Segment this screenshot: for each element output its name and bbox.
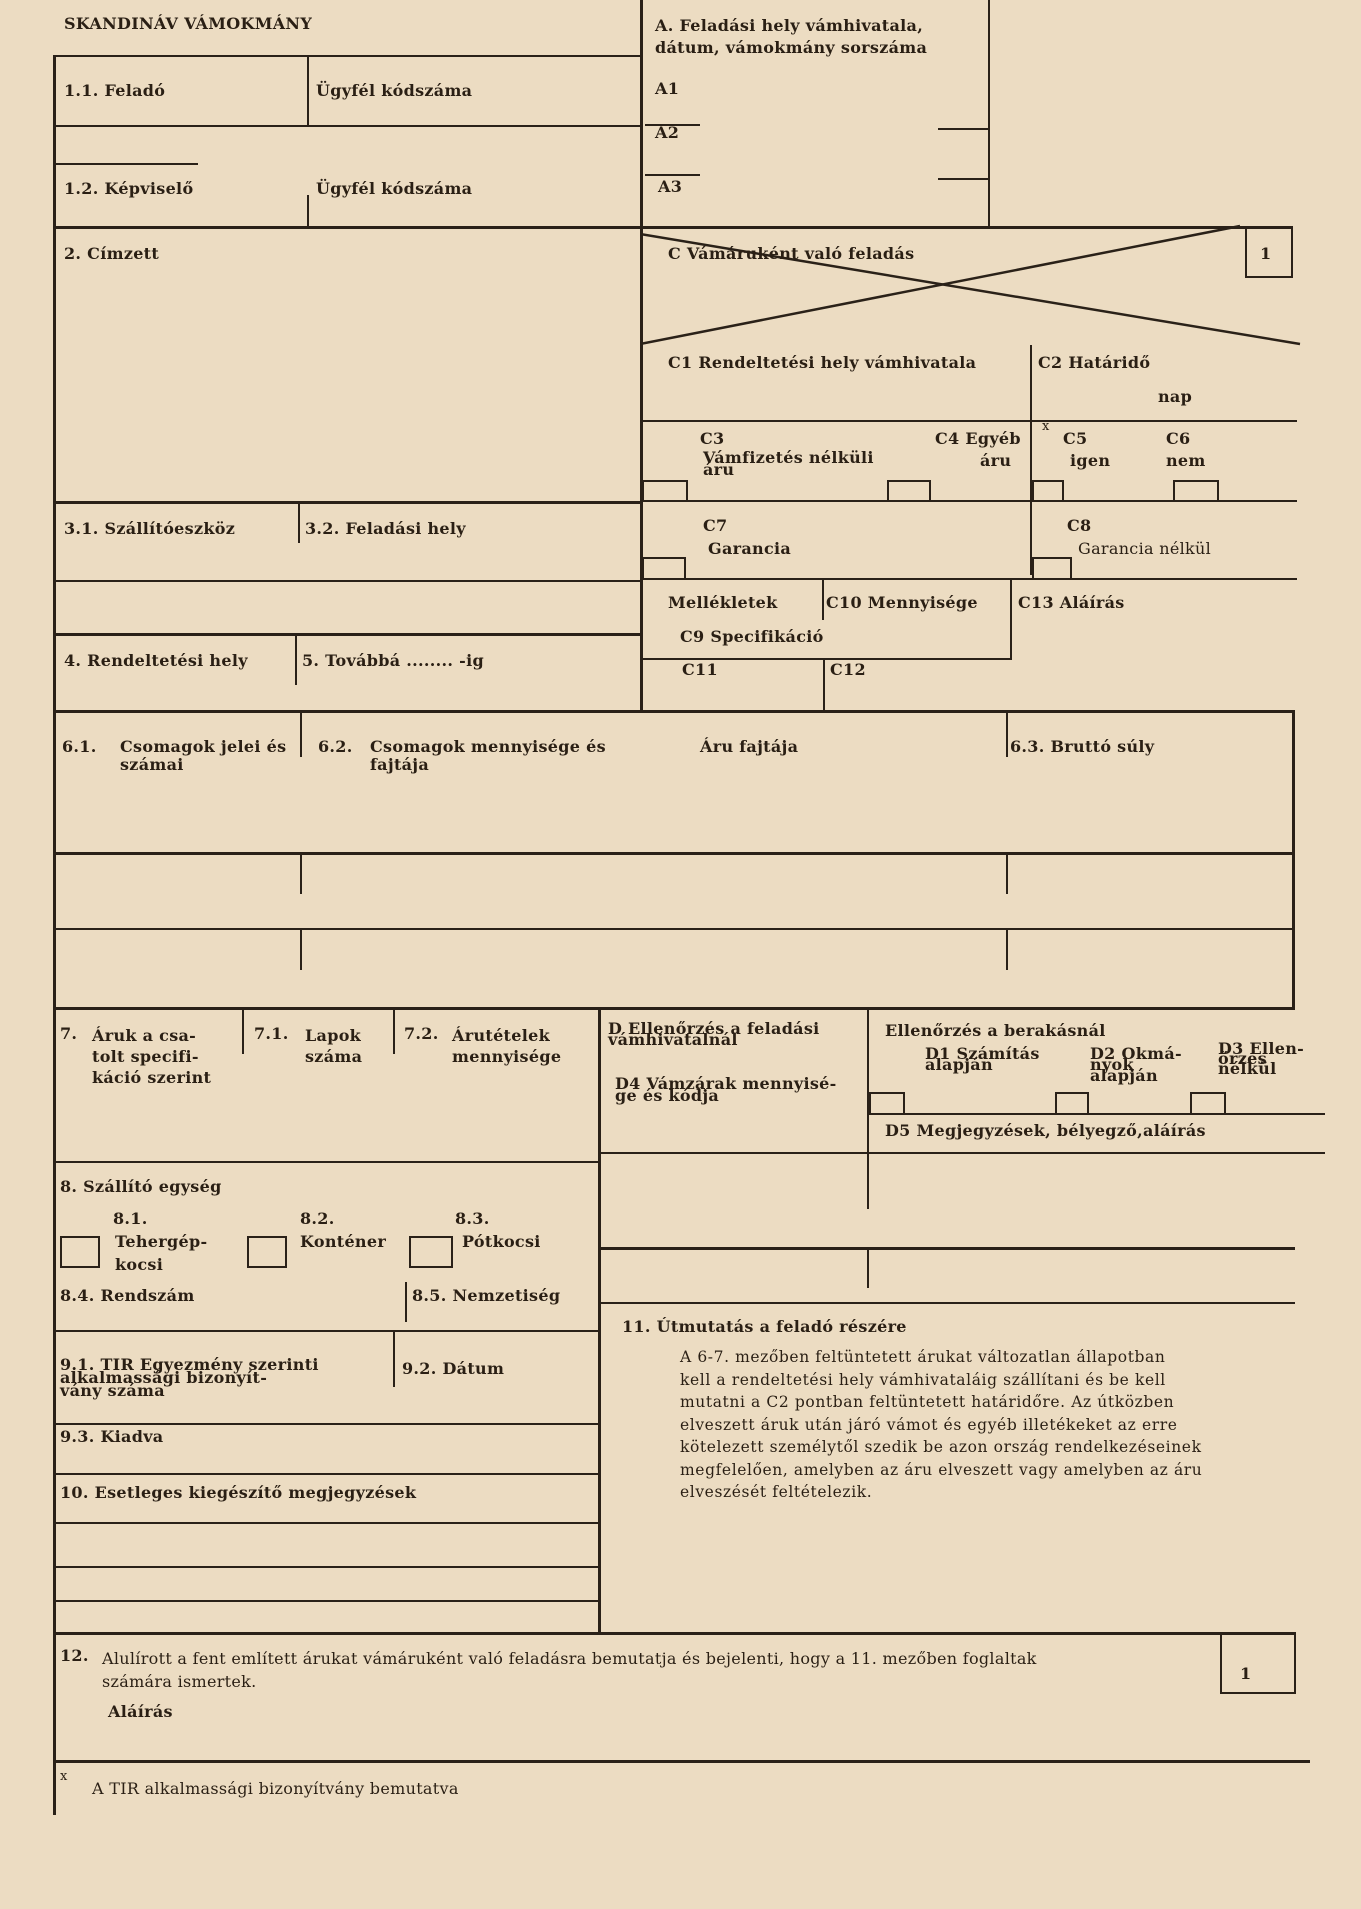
- box-7-label: Áruk a csa- tolt specifi- káció szerint: [92, 1026, 212, 1087]
- box-12-number-box: [1220, 1632, 1296, 1694]
- rule: [823, 660, 825, 710]
- representative-code-label: Ügyfél kódszáma: [316, 179, 473, 198]
- c7-checkbox[interactable]: [642, 557, 686, 580]
- rule: [55, 501, 641, 504]
- rule: [55, 1330, 600, 1332]
- loading-check-label: Ellenőrzés a berakásnál: [885, 1021, 1106, 1040]
- rule: [393, 1332, 395, 1387]
- goods-type-label: Áru fajtája: [700, 737, 799, 756]
- rule: [55, 852, 1295, 855]
- c11-label: C11: [682, 660, 718, 679]
- rule: [938, 178, 988, 180]
- rule: [642, 578, 1297, 580]
- c9-label: C9 Specifikáció: [680, 627, 824, 646]
- rule: [55, 1632, 1295, 1635]
- d3-checkbox[interactable]: [1190, 1092, 1226, 1115]
- rule: [55, 1522, 600, 1524]
- d3-label: D3 Ellen- őrzés nélkül: [1218, 1039, 1305, 1078]
- form-title: SKANDINÁV VÁMOKMÁNY: [64, 14, 313, 33]
- box-c-label: C Vámáruként való feladás: [668, 244, 915, 263]
- container-checkbox[interactable]: [247, 1236, 287, 1268]
- rule: [938, 128, 988, 130]
- rule: [645, 174, 700, 176]
- instructions-text: A 6-7. mezőben feltüntetett árukat változatlan állapotban kell a rendeltetési hely vámhivataláig szállítani és be kell mutatni a C2 pontban feltüntetett határidőre. Az útközben elveszett áruk után járó vámot és egyéb illetékeket az erre kötelezett személytől szedik be azon ország rendelkezéseinek megfelelően, amelyben az áru elveszett vagy amelyben az áru elveszését feltételezik.: [680, 1348, 1203, 1501]
- consignee-label: 2. Címzett: [64, 244, 160, 263]
- instructions-heading: 11. Útmutatás a feladó részére: [622, 1317, 907, 1336]
- box-c4-text: áru: [980, 451, 1012, 470]
- rule: [55, 1423, 600, 1425]
- rule: [393, 1009, 395, 1054]
- rule: [55, 580, 641, 582]
- rule: [300, 854, 302, 894]
- box-a3-label: A3: [658, 177, 683, 196]
- box-c2-unit: nap: [1158, 387, 1193, 406]
- gross-weight-label: 6.3. Bruttó súly: [1010, 737, 1155, 756]
- rule: [307, 195, 309, 227]
- d5-label: D5 Megjegyzések, bélyegző,aláírás: [885, 1121, 1206, 1140]
- c8-checkbox[interactable]: [1032, 557, 1072, 580]
- container-label: Konténer: [300, 1232, 387, 1251]
- box-c4-label: C4 Egyéb: [935, 429, 1021, 448]
- rule: [55, 163, 198, 165]
- rule: [869, 1113, 1325, 1115]
- c13-label: C13 Aláírás: [1018, 593, 1125, 612]
- rule: [1006, 930, 1008, 970]
- rule: [55, 1007, 1295, 1010]
- box-7-1-label: Lapok száma: [305, 1026, 363, 1066]
- box-c7-label: C7: [703, 516, 728, 535]
- trailer-label: Pótkocsi: [462, 1232, 541, 1251]
- box-6-2-num: 6.2.: [318, 737, 353, 756]
- box-6-1-label: Csomagok jelei és számai: [120, 737, 287, 774]
- sender-code-label: Ügyfél kódszáma: [316, 81, 473, 100]
- rule: [55, 1473, 600, 1475]
- rule: [988, 0, 990, 228]
- signature-label: Aláírás: [108, 1702, 173, 1721]
- c10-label: C10 Mennyisége: [826, 593, 978, 612]
- box-c5-mark: x: [1042, 419, 1050, 434]
- box-a2-label: A2: [655, 123, 680, 142]
- rule: [600, 1247, 1295, 1250]
- attachments-label: Mellékletek: [668, 593, 778, 612]
- destination-label: 4. Rendeltetési hely: [64, 651, 248, 670]
- rule: [55, 1760, 1310, 1763]
- box-c-number: 1: [1260, 244, 1272, 263]
- center-divider-top: [640, 0, 643, 712]
- trailer-checkbox[interactable]: [409, 1236, 453, 1268]
- d2-checkbox[interactable]: [1055, 1092, 1089, 1115]
- rule: [600, 1302, 1295, 1304]
- truck-num: 8.1.: [113, 1209, 148, 1228]
- rule: [55, 1600, 600, 1602]
- onward-label: 5. Továbbá ........ -ig: [302, 651, 484, 670]
- footnote-text: A TIR alkalmassági bizonyítvány bemutatva: [92, 1779, 459, 1798]
- rule: [598, 1009, 601, 1634]
- rule: [1010, 580, 1012, 660]
- plate-number-label: 8.4. Rendszám: [60, 1286, 195, 1305]
- c3-checkbox[interactable]: [642, 480, 688, 502]
- rule: [55, 633, 641, 636]
- representative-label: 1.2. Képviselő: [64, 179, 194, 198]
- rule: [307, 57, 309, 127]
- rule: [405, 1282, 407, 1322]
- d4-label: D4 Vámzárak mennyisé- ge és kódja: [615, 1074, 837, 1105]
- rule: [600, 1152, 869, 1154]
- rule: [298, 503, 300, 543]
- box-a-heading: A. Feladási hely vámhivatala, dátum, vámokmány sorszáma: [655, 16, 928, 57]
- nationality-label: 8.5. Nemzetiség: [412, 1286, 561, 1305]
- d2-label: D2 Okmá- nyok alapján: [1090, 1044, 1182, 1085]
- box-c1-label: C1 Rendeltetési hely vámhivatala: [668, 353, 977, 372]
- c4-checkbox[interactable]: [887, 480, 931, 502]
- d1-label: D1 Számítás alapján: [925, 1044, 1040, 1074]
- rule: [55, 928, 1295, 930]
- c5-checkbox[interactable]: [1032, 480, 1064, 502]
- box-c7-text: Garancia: [708, 539, 792, 558]
- c12-label: C12: [830, 660, 866, 679]
- box-c8-text: Garancia nélkül: [1078, 539, 1212, 558]
- tir-date-label: 9.2. Dátum: [402, 1359, 505, 1378]
- box-c6-text: nem: [1166, 451, 1206, 470]
- rule: [55, 1161, 600, 1163]
- box-6-1-num: 6.1.: [62, 737, 97, 756]
- rule: [1006, 854, 1008, 894]
- box-6-2-label: Csomagok mennyisége és fajtája: [370, 737, 606, 774]
- rule: [642, 420, 1297, 422]
- rule: [55, 55, 641, 57]
- box-12-text: Alulírott a fent említett árukat vámáruként való feladásra bemutatja és bejelenti, hogy a 11. mezőben foglaltak számára ismertek.: [102, 1649, 1037, 1691]
- rule: [300, 712, 302, 757]
- box-c5-label: C5: [1063, 429, 1088, 448]
- box-7-2-num: 7.2.: [404, 1024, 439, 1043]
- box-d-label: D Ellenőrzés a feladási vámhivatalnál: [608, 1019, 820, 1049]
- tir-certificate-label: 9.1. TIR Egyezmény szerinti alkalmassági bizonyít- vány száma: [60, 1355, 319, 1400]
- rule: [1292, 712, 1295, 1009]
- issued-by-label: 9.3. Kiadva: [60, 1427, 164, 1446]
- box-a1-label: A1: [655, 79, 680, 98]
- box-12-num: 12.: [60, 1646, 89, 1665]
- rule: [1030, 345, 1032, 575]
- trailer-num: 8.3.: [455, 1209, 490, 1228]
- rule: [822, 580, 824, 620]
- box-7-2-label: Árutételek mennyisége: [452, 1026, 562, 1066]
- container-num: 8.2.: [300, 1209, 335, 1228]
- form-left-border: [53, 55, 56, 1815]
- dispatch-place-label: 3.2. Feladási hely: [305, 519, 466, 538]
- transport-unit-label: 8. Szállító egység: [60, 1177, 222, 1196]
- rule: [300, 930, 302, 970]
- rule: [869, 1152, 1325, 1154]
- box-c5-text: igen: [1070, 451, 1111, 470]
- footnote-mark: x: [60, 1769, 68, 1784]
- box-12-number: 1: [1240, 1664, 1252, 1683]
- box-7-num: 7.: [60, 1024, 78, 1043]
- rule: [295, 635, 297, 685]
- sender-label: 1.1. Feladó: [64, 81, 166, 100]
- box-c3-label: C3: [700, 429, 725, 448]
- box-c3-text: Vámfizetés nélküli áru: [703, 448, 874, 479]
- box-c8-label: C8: [1067, 516, 1092, 535]
- remarks-label: 10. Esetleges kiegészítő megjegyzések: [60, 1483, 417, 1502]
- rule: [867, 1250, 869, 1288]
- transport-means-label: 3.1. Szállítóeszköz: [64, 519, 236, 538]
- rule: [55, 125, 641, 127]
- truck-checkbox[interactable]: [60, 1236, 100, 1268]
- truck-label: Tehergép- kocsi: [115, 1232, 208, 1274]
- rule: [1006, 712, 1008, 757]
- rule: [55, 710, 1295, 713]
- rule: [242, 1009, 244, 1054]
- box-c6-label: C6: [1166, 429, 1191, 448]
- c6-checkbox[interactable]: [1173, 480, 1219, 502]
- box-7-1-num: 7.1.: [254, 1024, 289, 1043]
- box-c2-label: C2 Határidő: [1038, 353, 1151, 372]
- rule: [55, 1566, 600, 1568]
- d-checkbox[interactable]: [869, 1092, 905, 1115]
